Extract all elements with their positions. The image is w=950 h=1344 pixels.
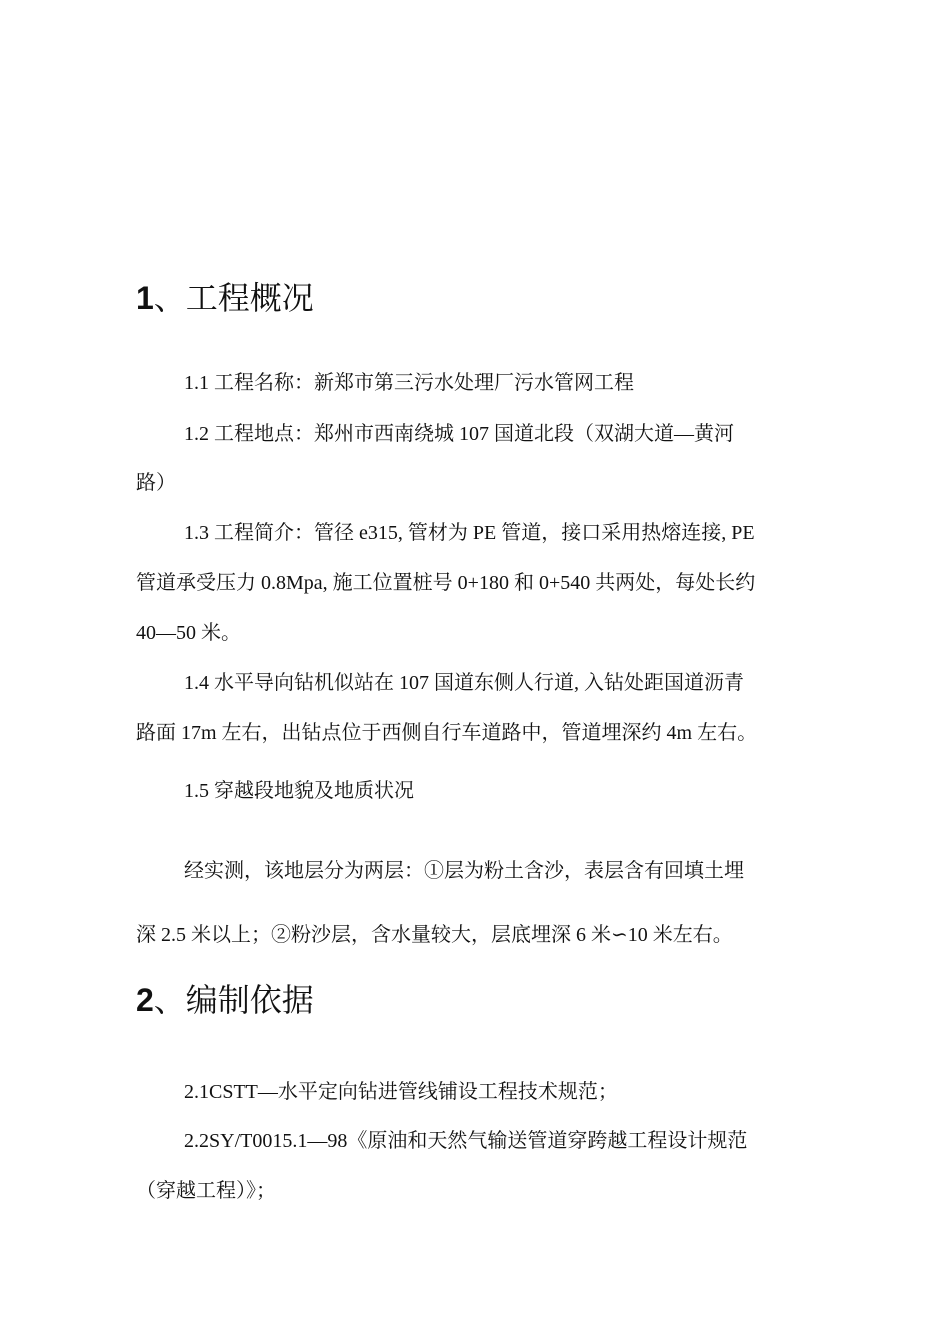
paragraph-1-3: 1.3 工程简介：管径 e315, 管材为 PE 管道，接口采用热熔连接, PE [184, 522, 755, 544]
paragraph-1-4-cont: 路面 17m 左右，出钻点位于西侧自行车道路中，管道埋深约 4m 左右。 [136, 722, 758, 744]
paragraph-2-2: 2.2SY/T0015.1—98《原油和天然气输送管道穿跨越工程设计规范 [184, 1130, 748, 1152]
paragraph-1-3-cont-a: 管道承受压力 0.8Mpa, 施工位置桩号 0+180 和 0+540 共两处，每处长约 [136, 572, 756, 594]
paragraph-1-4: 1.4 水平导向钻机似站在 107 国道东侧人行道, 入钻处距国道沥青 [184, 672, 744, 694]
paragraph-1-1: 1.1 工程名称：新郑市第三污水处理厂污水管网工程 [184, 372, 634, 394]
section-2-title: 、编制依据 [153, 982, 314, 1018]
paragraph-geology-cont: 深 2.5 米以上；②粉沙层，含水量较大，层底埋深 6 米∽10 米左右。 [136, 924, 733, 946]
paragraph-1-5: 1.5 穿越段地貌及地质状况 [184, 780, 414, 802]
section-1-number: 1 [136, 280, 154, 316]
paragraph-2-1: 2.1CSTT—水平定向钻进管线铺设工程技术规范； [184, 1081, 618, 1103]
section-2-heading [136, 980, 314, 1020]
paragraph-1-2-cont: 路） [136, 472, 176, 494]
section-1-heading [136, 278, 314, 318]
paragraph-2-2-cont: （穿越工程）》； [136, 1180, 276, 1202]
paragraph-geology: 经实测，该地层分为两层：①层为粉土含沙，表层含有回填土埋 [184, 860, 744, 882]
paragraph-1-3-cont-b: 40—50 米。 [136, 622, 241, 644]
paragraph-1-2: 1.2 工程地点：郑州市西南绕城 107 国道北段（双湖大道—黄河 [184, 423, 734, 445]
section-1-title: 、工程概况 [153, 280, 314, 316]
section-2-number: 2 [136, 982, 154, 1018]
